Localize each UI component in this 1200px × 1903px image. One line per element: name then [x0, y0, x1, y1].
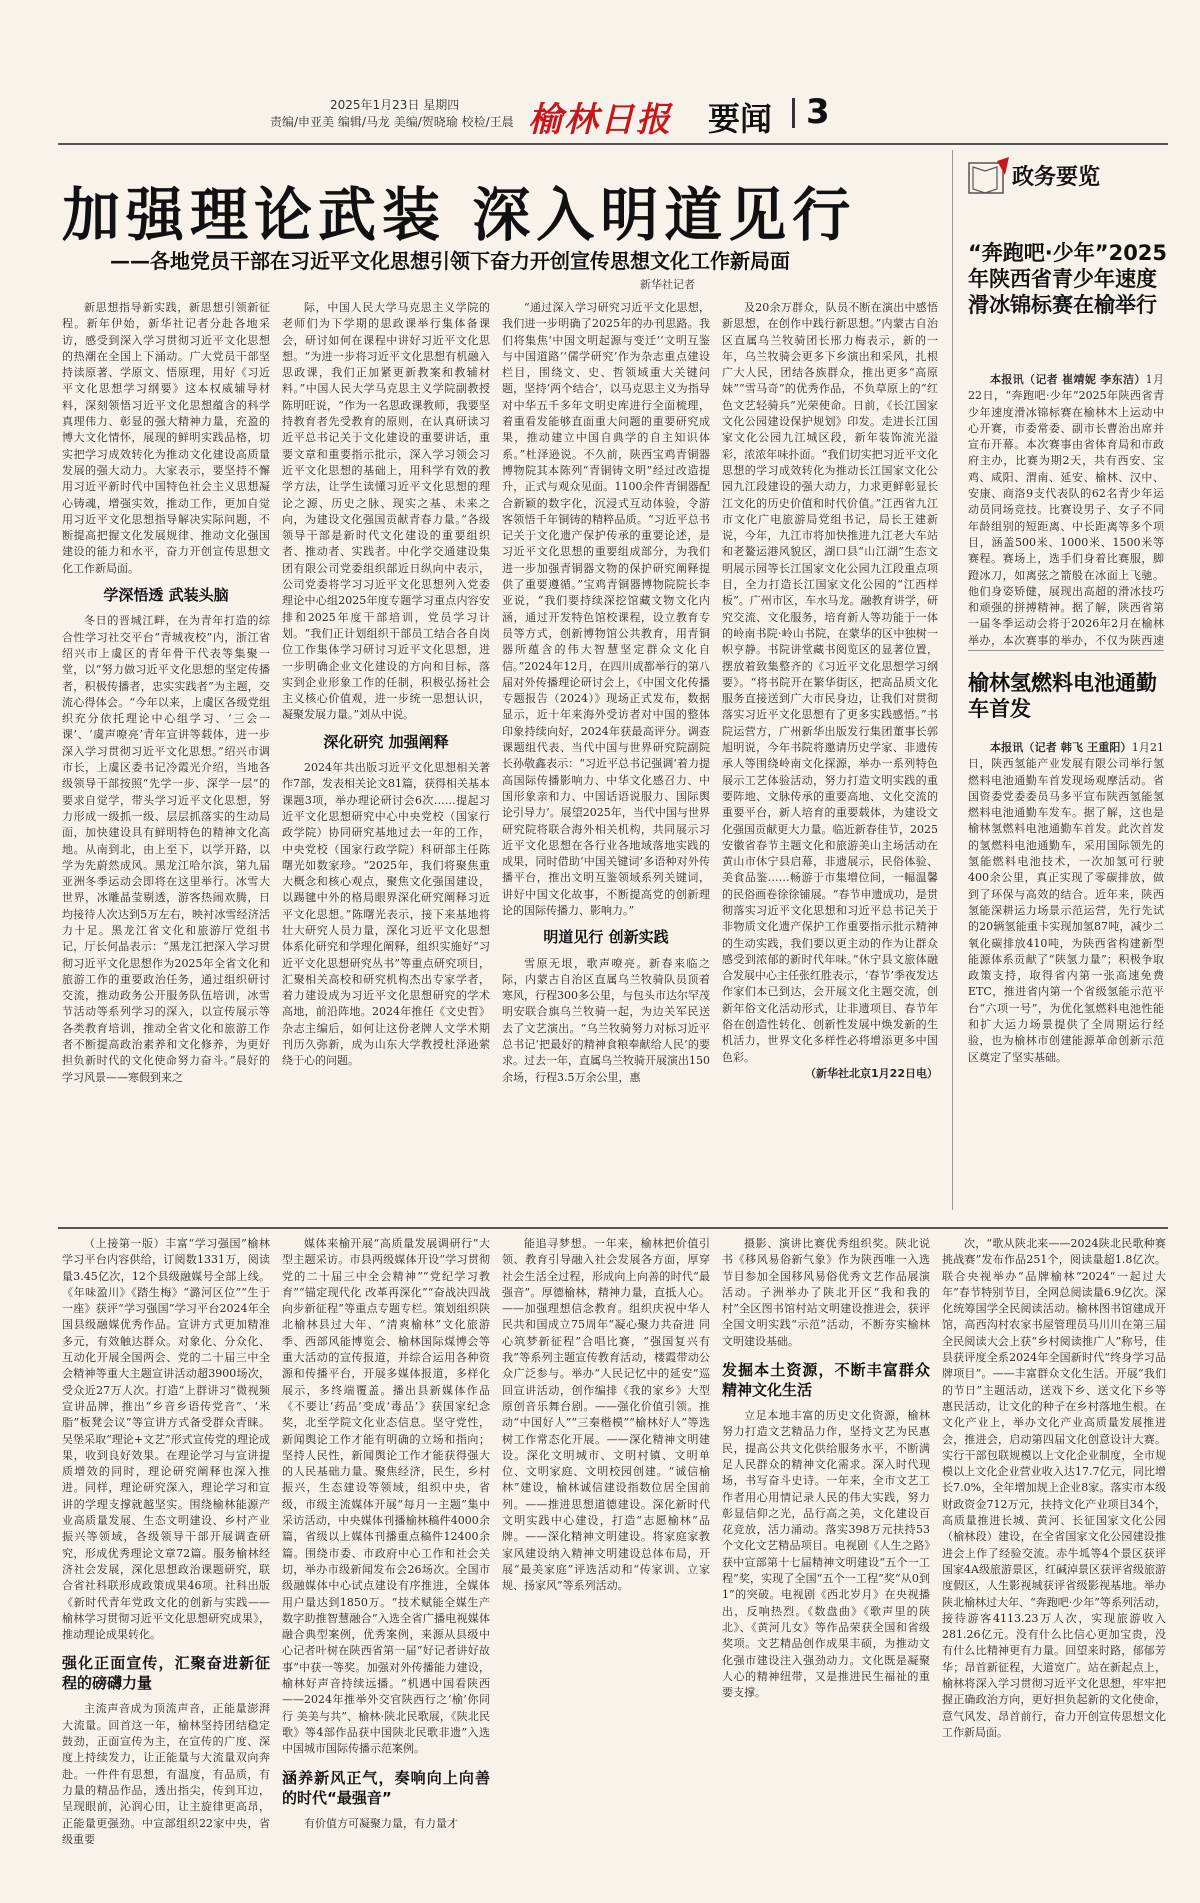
page-number: 3: [806, 92, 830, 132]
section-name: 要闻: [708, 100, 773, 138]
lower-column-4: [722, 1236, 930, 1896]
lead-paragraph: 冬日的晋城江畔，在为青年打造的综合性学习社交平台“青城夜校”内，浙江省绍兴市上虞区的青年骨干代表等集聚一堂，以“努力做习近平文化思想的坚定传播者，积极传播者，忠实实践者”为主题，交流心得体会。“今年以来，上虞区各级党组织充分依托理论中心组学习、‘三会一课’、‘虞声嘹亮’青年宣讲等载体，进一步深入学习贯彻习近平文化思想。”绍兴市调市长，上虞区委书记冷霞光介绍，当地各级领导干部按照“先学一步、深学一层”的要求自觉学，带头学习近平文化思想，努力形成一级抓一级、层层抓落实的生动局面，加快建设具有鲜明特色的精神文化高地。从南到北，由上至下，以学开路，以学为先蔚然成风。黑龙江哈尔滨，第九届亚洲冬季运动会即将在这里举行。冰雪大世界，冰雕晶莹剔透，游客热闹欢腾，日均接待人次达到5万左右，映衬冰雪经济活力十足。黑龙江省文化和旅游厅党组书记，厅长何晶表示：“黑龙江把深入学习贯彻习近平文化思想作为2025年全省文化和旅游工作的重要政治任务，通过组织研讨交流，推动政务公开服务队伍培训，冰雪节活动等系列学习的深入，以宣传展示等各类教育培训，推动全省文化和旅游工作者不断提高政治素养和文化修养，为更好担负新时代的文化使命努力奋斗。”晨好的学习风景——寒假到来之: [62, 614, 270, 1084]
lower-heading-culture: 发掘本土资源，不断丰富群众精神文化生活: [722, 1361, 930, 1400]
lead-column-3: [502, 300, 710, 1222]
sidebar-story2-body: [968, 740, 1164, 1220]
lower-paragraph: （上接第一版）丰富“学习强国”榆林学习平台内容供给，订阅数1331万，阅读量3.45亿次，12个县级融媒号全部上线。《年味盈川》《踏生梅》“潞河区位”“生于一座》获评“学习强国”学习平台2024年全国县级融媒优秀作品。宣讲方式更加精准多元，有效触达群众。对象化、分众化、互动化开展全国两会、党的二十届三中全会精神等重大主题宣讲活动超3900场次，受众近27万人次。打造“上群讲习”微视频宣讲品牌，推出“乡音乡语传党音”、‘米脂”板凳会议”等宣讲方式备受群众青睐。吴堡采取“理论+文艺”形式宣传党的理论成果，收到良好效果。在理论学习与宣讲提质增效的同时，理论研究阐释也深入推进。同样，理论研究深入，理论学习和宣讲的学理支撑就越坚实。围绕榆林能源产业高质量发展、生态文明建设、乡村产业振兴等领域，各级领导干部开展调查研究，形成优秀理论文章72篇。服务榆林经济社会发展，深化思想政治课题研究，联合省社科联形成政策成果46项。社科出版《新时代青年党政文化的创新与实践——榆林学习贯彻习近平文化思想研究成果》，推动理论成果转化。: [62, 1237, 270, 1642]
lower-column-3: [502, 1236, 710, 1896]
section-heading-study: 学深悟透 武装头脑: [103, 586, 229, 605]
sidebar-banner-title: 政务要览: [1012, 165, 1101, 190]
lower-paragraph: 媒体来榆开展“高质量发展调研行”大型主题采访。市县两级媒体开设“学习贯彻党的二十届三中全会精神”“党纪学习教育”“锚定现代化 改革再深化”“奋战决四战 向步新征程”等重点专题专栏。策划组织陕北榆林县过大年、“清爽榆林”文化旅游季、西部风能博览会、榆林国际煤博会等重大活动的宣传报道，并综合运用各种资源和传播平台，开展多媒体报道，多样化展示，多终端覆盖。播出县新媒体作品《不要让‘药品’变成‘毒品’》获国家纪念奖，北至学院文化业态信息。坚守党性，新闻舆论工作才能有明确的立场和指向；坚持人民性，新闻舆论工作才能获得强大的人民基础力量。聚焦经济，民生，乡村振兴，生态建设等领域，组织中央，省级，市级主流媒体开展“每月一主题”集中采访活动，中央媒体刊播榆林稿件4000余篇，省级以上媒体刊播重点稿件12400余篇。围绕市委、市政府中心工作和社会关切，举办市级新闻发布会26场次。全国市级融媒体中心试点建设有序推进，全媒体用户量达到1850万。“技术赋能全媒生产 数字助推智慧融合”入选全省广播电视媒体融合典型案例，优秀案例，来源从县级中心记者叶树在陕西省第一届“好记者讲好故事”中获一等奖。加强对外传播能力建设，榆林好声音持续远播。“机遇中国看陕西——2024年推举外交官陕西行之‘榆’你同行 美美与共”、榆林·陕北民歌展，《陕北民歌》等4部作品获中国陕北民歌非遗”入选中国城市国际传播示范案例。: [282, 1237, 490, 1756]
lead-column-4: [722, 300, 938, 1222]
masthead-rule: [58, 143, 1168, 145]
lower-paragraph: 主流声音成为顶流声音，正能量澎湃大流量。回首这一年，榆林坚持团结稳定鼓劲，正面宣传为主，在宣传的广度、深度上持续发力，让正能量与大流量双向奔赴。一件件有思想，有温度，有品质，有力量的精品作品，透出指尖，传到耳边，呈现眼前，沁润心田，让主旋律更高昂，正能量更强劲。中宣部组织22家中央，省级重要: [62, 1702, 270, 1846]
editors-credit: 责编/申亚美 编辑/马龙 美编/贺晓瑜 校检/王晨: [270, 115, 514, 129]
sidebar-story2-text: 1月21日，陕西氢能产业发展有限公司举行氢燃料电池通勤车首发现场观摩活动。省国资委党委委员马多平宣布陕西氢能氢燃料电池通勤车发车。据了解，这也是榆林氢燃料电池通勤车首发。此次首发的氢燃料电池通勤车，采用国际领先的氢能燃料电池技术，一次加氢可行驶400余公里，真正实现了零碳排放，做到了环保与高效的结合。近年来，陕西氢能深耕运力场景示范运营，先行先试的20辆氢能重卡实现加氢87吨，减少二氧化碳排放410吨，为陕西省构建新型能源体系贡献了“陕氢力量”；积极争取政策支持，取得省内第一张高速免费ETC，推进省内第一个省级氢能示范平台“六项一号”，为优化氢燃料电池性能和扩大运力场景提供了全周期运行经验，也为榆林市创建能源革命创新示范区奠定了坚实基础。: [968, 741, 1164, 1064]
lead-paragraph: 新思想指导新实践，新思想引领新征程。新年伊始，新华社记者分赴各地采访，感受到深入学习贯彻习近平文化思想的热潮在全国上下涌动。广大党员干部坚持读原著、学原文、悟原理，用好《习近平文化思想学习纲要》这本权威辅导材料，深刻领悟习近平文化思想蕴含的科学真理伟力、彰显的强大精神力量，充盈的博大文化情怀，展现的鲜明实践品格，切实把学习成效转化为推动文化建设高质量发展的强大动力。大家表示，要坚持不懈用习近平新时代中国特色社会主义思想凝心铸魂，增强实效，推动工作，更加自觉用习近平文化思想指导解决实际问题，不断提高把握文化发展规律、推动文化强国建设的能力和水平，奋力开创宣传思想文化工作新局面。: [62, 301, 270, 575]
sidebar-divider: [952, 150, 953, 1210]
lead-column-2: [282, 300, 490, 1222]
lead-subhead: ——各地党员干部在习近平文化思想引领下奋力开创宣传思想文化工作新局面: [110, 249, 790, 273]
lower-paragraph: 立足本地丰富的历史文化资源，榆林努力打造文艺精品力作，坚持文艺为民惠民，提高公共文化供给服务水平，不断满足人民群众的精神文化需求。深入时代现场，书写奋斗史诗。一年来，全市文艺工作者用心用情记录人民的伟大实践，努力彰显信仰之光，品行高之美，文化建设百花竞放，活力涌动。落实398万元扶持53个文化文艺精品项目。电视剧《人生之路》获中宣部第十七届精神文明建设“五个一工程”奖，实现了全国“五个一工程”奖“从0到1”的突破。电视剧《西北岁月》在央视播出，反响热烈。《数盘曲》《歌声里的陕北》、《黄河儿女》等作品荣获全国和省级奖项。文艺精品创作成果丰硕，为推动文化强市建设注入强劲动力。文化既是凝聚人心的精神纽带，又是推进民生福祉的重要支撑。: [722, 1409, 930, 1700]
lead-paragraph: 及20余万群众，队员不断在演出中感悟新思想，在创作中践行新思想。”内蒙古自治区直属乌兰牧骑团长邢力梅表示，新的一年，乌兰牧骑会更多下乡演出和采风，扎根广大人民，团结各族群众，推出更多“高原妹”“雪马奇”的优秀作品，不负草原上的“红色文艺轻骑兵”光荣使命。日前，《长江国家文化公园建设保护规划》印发。走进长江国家文化公园九江城区段，新年装饰流光溢彩，浓浓年味扑面。“我们切实把习近平文化思想的学习成效转化为推动长江国家文化公园九江段建设的强大动力，力求更鲜彰显长江文化的历史价值和时代价值。”江西省九江市文化广电旅游局党组书记，局长王建新说，今年，九江市将加快推进九江老大车站和老鳌运港风貌区，湖口县“山江湖”生态文明展示园等长江国家文化公园九江段重点项目，全力打造长江国家文化公园的“江西样板”。广州市区，车水马龙。融教育讲学，研究交流、文化服务，培育新人等功能于一体的岭南书院·岭山书院，在蒙华的区中独树一帜亨静。书院讲堂藏书阅览区的显著位置，摆放着致集整齐的《习近平文化思想学习纲要》。“将书院开在繁华街区，把高品质文化服务直接送到广大市民身边，让我们对贯彻落实习近平文化思想有了更多实践感悟。”书院运营方，广州新华出版发行集团董事长郭旭明说，今年书院将邀请历史学家、非遗传承人等围绕岭南文化探源，举办一系列特色展示工艺体验活动，努力打造文明实践的重要阵地、文脉传承的重要高地、文化交流的重要平台，新人培育的重要载体，为建设文化强国贡献更大力量。临近新春佳节，2025安徽省春节主题文化和旅游美山主场活动在黄山市休宁县启幕，非遗展示，民俗体验、美食品鉴……畅游于市集增位间，一幅温馨的民俗画卷徐徐铺展。“春节申遗成功，是贯彻落实习近平文化思想和习近平总书记关于非物质文化遗产保护工作重要指示批示精神的生动实践，我们要以更主动的作为让群众感受到浓郁的新时代年味。”休宁县文旅体融合发展中心主任张红胜表示，‘春节’季夜发达作家们本已到达，会开展文化主题交流，创新年俗文化活动形式，让非遗项目、春节年俗在创造性转化、创新性发展中焕发新的生机活力，世界文化多样性必将增添更多中国色彩。: [722, 301, 938, 1064]
lower-story-rule: [58, 1227, 1168, 1229]
lower-paragraph: 次，“歌从陕北来——2024陕北民歌种赛挑战赛”发布作品251个，阅读量超1.8亿次。联合央视举办“品牌榆林”2024“一起过大年”春节特别节目，全网总阅读量6.9亿次。深化统筹国学全民阅读活动。榆林图书馆建成开馆，高西沟村农家书屋管理员马川川在第三届全民阅读大会上获“乡村阅读推广人”称号，佳县获评度全系2024年全国新时代“终身学习品牌项目”。——丰富群众文化生活。开展“我们的节日”主题活动，送戏下乡、送文化下乡等惠民活动，让文化的种子在乡村落地生根。在文化产业上，举办文化产业高质量发展推进会，推进会，启动第四届文化创意设计大赛。实行干部包联规模以上文化企业制度，全市规模以上文化企业营业收入达17.7亿元，同比增长7.0%，全年增加规上企业8家。落实市本级财政资金712万元，扶持文化产业项目34个，高质量推进长城、黄河、长征国家文化公园（榆林段）建设，在全省国家文化公园建设推进会上作了经验交流。赤牛坬等4个景区获评国家4A级旅游景区，红碱淖景区获评省级旅游度假区，人生影视城获评省级影视基地。举办陕北榆林过大年、“奔跑吧·少年”等系列活动，接待游客4113.23万人次，实现旅游收入281.26亿元。没有什么比信心更加宝贵，没有什么比精神更有力量。回望来时路，郁郁芳华；昂首新征程，大道宽广。站在新起点上，榆林将深入学习贯彻习近平文化思想，牢牢把握正确政治方向，更好担负起新的文化使命，意气风发、昂首前行，奋力开创宣传思想文化工作新局面。: [942, 1237, 1166, 1739]
lead-paragraph: 2024年共出版习近平文化思想相关著作7部，发表相关论文81篇，获得相关基本课题3项，举办理论研讨会6次……提起习近平文化思想研究中心中央党校（国家行政学院）协同研究基地过去一年的工作，中央党校（国家行政学院）科研部主任陈曙光如数家珍。“2025年，我们将聚焦重大概念和核心观点，聚焦文化强国建设，以踢毽中外的格局眼界深化研究阐释习近平文化思想。”陈曙光表示，接下来基地将壮大研究人员力量，深化习近平文化思想体系化研究和学理化阐释，组织实施好“习近平文化思想研究丛书”等重点研究项目，汇聚相关高校和研究机构杰出专家学者，着力建设成为习近平文化思想研究的学术高地，前沿阵地。2024年推任《文史哲》杂志主编后，如何让这份老牌人文学术期刊历久弥新，成为山东大学教授杜泽逊萦绕于心的问题。: [282, 761, 490, 1068]
paper-name-logo: 榆林日报: [528, 100, 672, 140]
lower-heading-publicity: 强化正面宣传，汇聚奋进新征程的磅礴力量: [62, 1654, 270, 1693]
sidebar-story-divider: [968, 650, 1164, 651]
sidebar-story1-text: 1月22日，“奔跑吧·少年”2025年陕西省青少年速度滑冰锦标赛在榆林木上运动中心开赛，市委常委、副市长曹治出席并宣布开幕。本次赛事由省体育局和市政府主办，比赛为期2天，共有西安、宝鸡、咸阳、渭南、延安、榆林、汉中、安康、商洛9支代表队的62名青少年运动员同场竞技。比赛设男子、女子不同年龄组别的短距离、中长距离等多个项目，涵盖500米、1000米、1500米等赛程。赛场上，选手们身着比赛服，脚蹬冰刀，如离弦之箭般在冰面上飞驰。他们身姿矫健，展现出高超的滑冰技巧和顽强的拼搏精神。据了解，陕西省第一届冬季运动会将于2026年2月在榆林举办，本次赛事的举办，不仅为陕西速: [968, 373, 1164, 647]
section-heading-research: 深化研究 加强阐释: [323, 732, 449, 751]
dateline-note: （新华社北京1月22日电）: [805, 1066, 938, 1080]
sidebar-story1-body: [968, 372, 1164, 650]
lower-paragraph: 有价值方可凝聚力量，有力量才: [304, 1816, 458, 1830]
lower-column-2: [282, 1236, 490, 1896]
sidebar-story2-title: 榆林氢燃料电池通勤车首发: [968, 671, 1157, 721]
sidebar-story1-title: “奔跑吧·少年”2025年陕西省青少年速度滑冰锦标赛在榆举行: [968, 241, 1168, 317]
lead-headline: 加强理论武装 深入明道见行: [62, 181, 857, 249]
sidebar-story1-byline: 本报讯（记者 崔靖妮 李东洁）: [990, 373, 1146, 386]
lower-paragraph: 能追寻梦想。一年来，榆林把价值引领、教育引导融入社会发展各方面，厚穿社会生活全过程，形成向上向善的时代“最强音”。厚德榆林，精神力量，直抵人心。——加强理想信念教育。组织庆祝中华人民共和国成立75周年“凝心聚力共奋进 同心筑梦新征程”合唱比赛，“强国复兴有我”等系列主题宣传教育活动，楼霞带动公众广泛参与。举办“人民记忆中的延安”巡回宣讲活动，创作编排《我的家乡》大型原创音乐舞台剧。——强化价值引领。推动“中国好人”“三秦楷模”“榆林好人”等选树工作常态化开展。——深化精神文明建设。深化文明城市、文明村镇、文明单位、文明家庭、文明校园创建。“诚信榆林”建设，榆林诚信建设指数位居全国前列。——推进思想道德建设。深化新时代文明实践中心建设，打造“志愿榆林”品牌。——深化精神文明建设。将家庭家教家风建设纳入精神文明建设总体布局，开展“最美家庭”评选活动和“传家训、立家规、扬家风”等系列活动。: [502, 1237, 710, 1593]
sidebar-story2-byline: 本报讯（记者 韩飞 王重阳）: [990, 741, 1132, 754]
lead-column-1: [62, 300, 270, 1222]
lower-heading-ethos: 涵养新风正气，奏响向上向善的时代“最强音”: [282, 1768, 490, 1807]
lower-column-1: [62, 1236, 270, 1896]
lower-paragraph: 摄影、演讲比赛优秀组织奖。陕北说书《移风易俗新气象》作为陕西唯一入选节目参加全国移风易俗优秀文艺作品展演活动。子洲举办了陕北开区“我和我的村”全区图书馆村站文明建设推进会，获评全国文明实践“示范”活动，不断夯实榆林文明建设基础。: [722, 1237, 930, 1348]
lead-byline: 新华社记者: [640, 278, 695, 291]
section-heading-practice: 明道见行 创新实践: [543, 928, 669, 947]
page-number-divider: [792, 98, 795, 128]
lower-column-5: [942, 1236, 1166, 1896]
lead-paragraph: 雪原无垠，歌声嘹亮。新春来临之际，内蒙古自治区直属乌兰牧骑队员顶着寒风，行程300多公里，与包头市达尔罕茂明安联合旗乌兰牧骑一起，为边关军民送去了文艺演出。“乌兰牧骑努力对标习近平总书记‘把最好的精神食粮奉献给人民’的要求。过去一年，直属乌兰牧骑开展演出150余场，行程3.5万余公里，惠: [502, 956, 710, 1084]
issue-date: 2025年1月23日 星期四: [330, 98, 460, 112]
book-icon-pages: [973, 167, 997, 193]
lead-paragraph: 际，中国人民大学马克思主义学院的老师们为下学期的思政课举行集体备课会，研讨如何在课程中讲好习近平文化思想。“为进一步将习近平文化思想有机融入思政课，我们正加紧更新教案和教辅材料。”中国人民大学马克思主义学院副教授陈明旺说，“作为一名思政课教师，我要坚持教育者先受教育的原则，在认真研读习近平总书记关于文化建设的重要讲话，重要文章和重要指示批示，深入学习领会习近平文化思想的基础上，用科学有效的教学方法，让学生读懂习近平文化思想的理论之源、历史之脉、现实之基、未来之向，为建设文化强国贡献青春力量。”各级领导干部是新时代文化建设的重要组织者、推动者、实践者。中化学交通建设集团有限公司党委组织部近日纵向中表示，公司党委将学习习近平文化思想列入党委理论中心组2025年度专题学习重点内容安排和2025年度干部培训，党员学习计划。“我们正计划组织干部员工结合各自岗位工作集体学习研讨习近平文化思想，进一步明确企业文化建设的方向和目标，落实到企业形象工作的任制，积极弘扬社会主义核心价值观，进一步统一思想认识，凝聚发展力量。”刘从中说。: [282, 301, 490, 722]
lead-paragraph: “通过深入学习研究习近平文化思想，我们进一步明确了2025年的办刊思路。我们将集焦‘中国文明起源与变迁’‘文明互鉴与中国道路’‘儒学研究’作为杂志重点建设栏目，围绕文、史、哲领域重大关键问题，坚持‘两个结合’，以马克思主义为指导对中华五千多年文明史库进行全面梳理，着重看发能够直面重大问题的重要研究成果，推动建立中国自典学的自主知识体系。”杜泽逊说。不久前，陕西宝鸡青铜器博物院其本陈列“青铜铸文明”经过改造提升，正式与观众见面。1100余件青铜器配合新颖的数字化，沉浸式互动体验，令游客领悟千年铜铸的精粹品质。“习近平总书记关于文化遗产保护传承的重要论述，是习近平文化思想的重要组成部分，为我们进一步加强青铜器文物的保护研究阐释提供了重要遵循。”宝鸡青铜器博物院院长李亚说，“我们要持续深挖馆藏文物文化内涵，通过开发特色馆校课程，设立教育专员等方式，创新博物馆公共教育，用青铜器所蕴含的伟大智慧坚定群众文化自信。”2024年12月，在四川成都举行的第八届对外传播理论研讨会上，《中国文化传播专题报告（2024）》现场正式发布，数据显示，近十年来海外受访者对中国的整体印象持续向好，2024年获最高评分。调查课题组代表、当代中国与世界研究院副院长孙敬鑫表示：“习近平总书记强调‘着力提高国际传播影响力、中华文化感召力、中国形象亲和力、中国话语说服力、国际舆论引导力’。展望2025年，当代中国与世界研究院将联合海外相关机构，共同展示习近平文化思想在各行业各地域落地实践的成果，同时借助‘中国关键词’多语种对外传播平台，推出文明互鉴领域系列关键词，讲好中国文化故事，不断提高党的创新理论的国际传播力、影响力。”: [502, 301, 710, 917]
